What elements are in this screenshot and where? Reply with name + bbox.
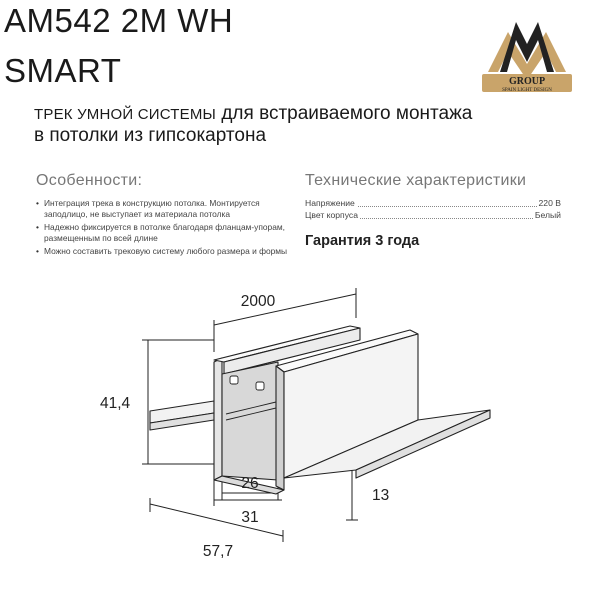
dim-flange-height: 13 — [372, 487, 390, 504]
subtitle-line-2: в потолки из гипсокартона — [34, 125, 267, 146]
track-profile-drawing — [0, 280, 600, 600]
spec-row-voltage — [305, 198, 561, 210]
spec-value: 220 В — [538, 198, 561, 208]
spec-key: Напряжение — [305, 198, 355, 208]
dim-length: 2000 — [240, 293, 276, 310]
dim-total-width: 57,7 — [202, 543, 234, 560]
spec-value: Белый — [534, 210, 561, 220]
model-series: SMART — [4, 52, 122, 89]
logo-text: GROUP — [508, 76, 546, 87]
tech-heading: Технические характеристики — [305, 172, 527, 189]
spec-key: Цвет корпуса — [305, 210, 358, 220]
dim-outer-width: 31 — [241, 509, 259, 526]
track-body — [150, 326, 490, 494]
features-heading: Особенности: — [36, 172, 143, 189]
logo-tagline: SPAIN LIGHT DESIGN — [502, 88, 552, 93]
spec-row-color — [305, 210, 561, 222]
brand-logo — [478, 14, 576, 94]
subtitle-rest: для встраиваемого монтажа — [216, 103, 473, 124]
features-list — [36, 198, 298, 258]
dim-inner-width: 26 — [241, 475, 259, 492]
subtitle-caps: ТРЕК УМНОЙ СИСТЕМЫ — [34, 106, 217, 123]
feature-item: • Надежно фиксируется в потолке благодаря фланцам-упорам, размещенным по всей длине — [36, 222, 298, 245]
warranty-label: Гарантия 3 года — [305, 233, 420, 249]
feature-item: • Интеграция трека в конструкцию потолка. Монтируется заподлицо, не выступает из материала потолка — [36, 198, 298, 221]
dim-height: 41,4 — [100, 395, 131, 412]
model-number: AM542 2M WH — [4, 2, 234, 39]
feature-item: • Можно составить трековую систему любого размера и формы — [36, 246, 298, 257]
